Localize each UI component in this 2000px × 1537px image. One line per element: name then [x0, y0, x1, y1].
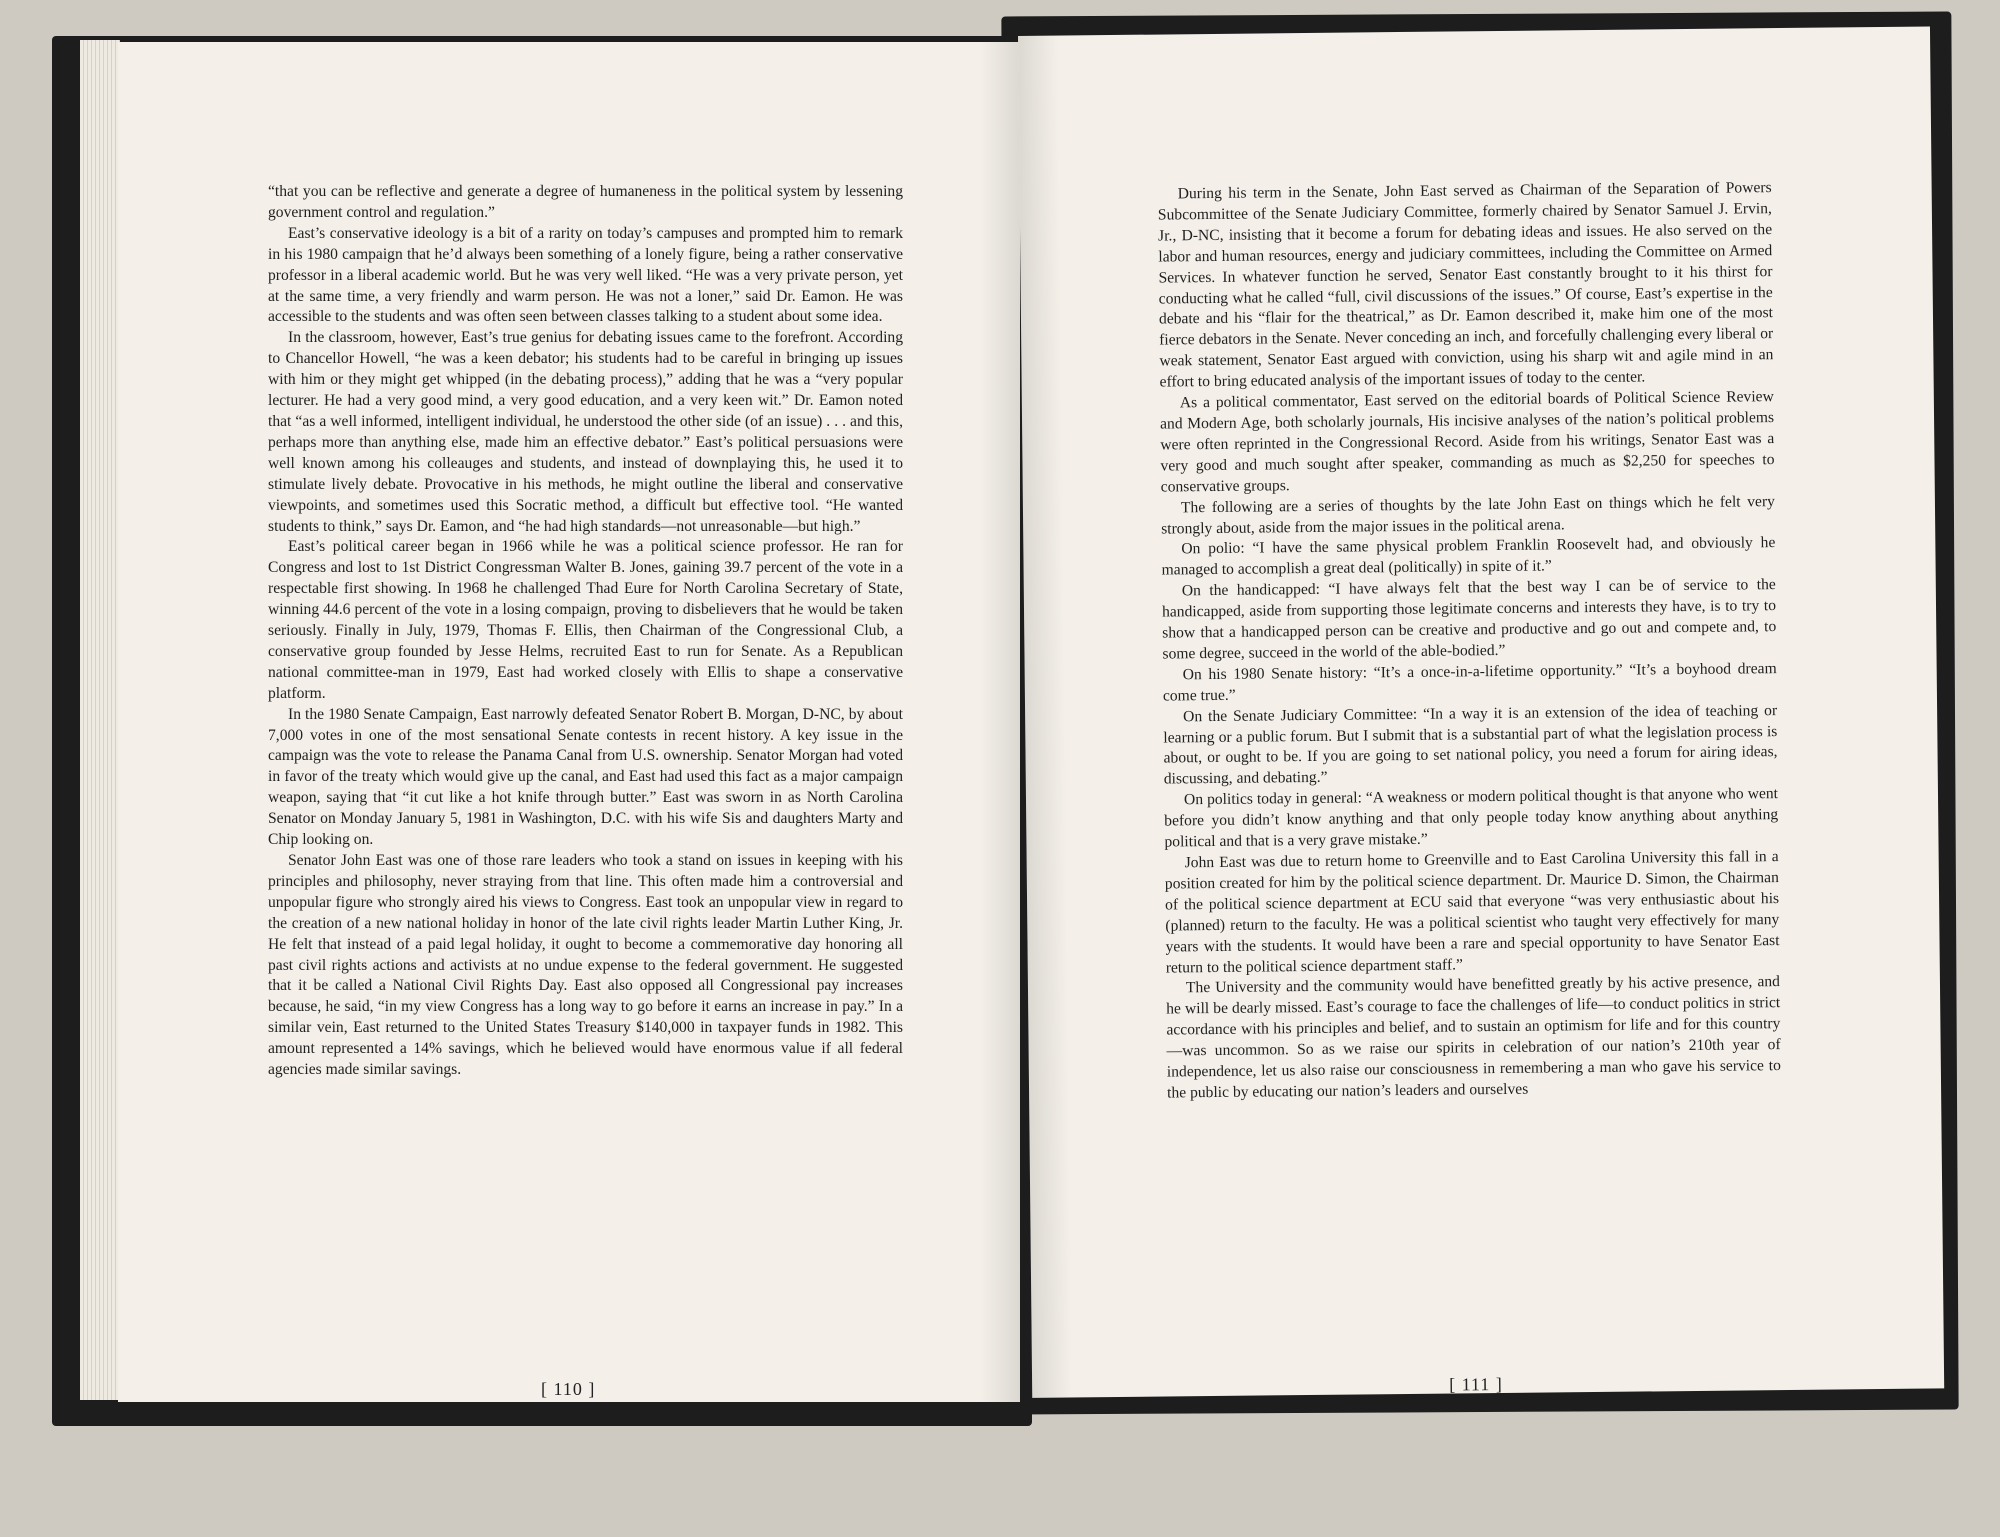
left-paragraph: Senator John East was one of those rare leaders who took a stand on issues in keeping with his principles and philosophy, never straying from that line. This often made him a controversial and unpopular figure who strongly aired his views to Congress. East took an unpopular view in regard to the creation of a new national holiday in honor of the late civil rights leader Martin Luther King, Jr. He felt that instead of a paid legal holiday, it ought to become a commemorative day honoring all past civil rights actions and activists at no undue expense to the federal government. He suggested that it be called a National Civil Rights Day. East also opposed all Congressional pay increases because, he said, “in my view Congress has a long way to go before it earns an increase in pay.” In a similar vein, East returned to the United States Treasury $140,000 in taxpayer funds in 1982. This amount represented a 14% savings, which he believed would have enormous value if all federal agencies made similar savings.	[268, 852, 903, 1079]
left-paragraph: In the classroom, however, East’s true genius for debating issues came to the forefront. According to Chancellor Howell, “he was a keen debator; his students had to be careful in bringing up issues with him or they might get whipped (in the debating process),” adding that he was a “very popular lecturer. He had a very good mind, a very good education, and a very keen wit.” Dr. Eamon noted that “as a well informed, intelligent individual, he understood the other side (of an issue) . . . and this, perhaps more than anything else, made him an effective debator.” East’s political persuasions were well known among his colleauges and students, and instead of downplaying this, he used it to stimulate lively debate. Provocative in his methods, he might outline the liberal and conservative viewpoints, and sometimes used this Socratic method, a difficult but effective tool. “He wanted students to think,” says Dr. Eamon, and “he had high standards—not unreasonable—but high.”	[268, 329, 903, 535]
right-paragraph: John East was due to return home to Greenville and to East Carolina University this fall in a position created for him by the political science department. Dr. Maurice D. Simon, the Chairman of the political science department at ECU said that everyone “was very enthusiastic about his (planned) return to the faculty. He was a political scientist who taught very effectively for many years with the students. It would have been a rare and special opportunity to have Senator East return to the political science department staff.”	[1164, 848, 1780, 977]
left-paragraph: East’s conservative ideology is a bit of a rarity on today’s campuses and prompted him to remark in his 1980 campaign that he’d always been something of a lonely figure, being a rather conservative professor in a liberal academic world. But he was very well liked. “He was a very private person, yet at the same time, a very friendly and warm person. He was not a loner,” said Dr. Eamon. He was accessible to the students and was often seen between classes talking to a student about some idea.	[268, 224, 903, 326]
right-paragraph: The University and the community would have benefitted greatly by his active presence, and he will be dearly missed. East’s courage to face the challenges of life—to conduct politics in strict accordance with his principles and belief, and to sustain an optimism for life and for this country—was uncommon. So as we raise our spirits in celebration of our nation’s 210th year of independence, let us also raise our consciousness in remembering a man who gave his service to the public by educating our nation’s leaders and ourselves	[1166, 973, 1781, 1102]
left-paragraph: “that you can be reflective and generate a degree of humaneness in the political system by lessening government control and regulation.”	[268, 183, 903, 221]
left-page-number: [ 110 ]	[541, 1379, 596, 1399]
right-paragraph: On the handicapped: “I have always felt that the best way I can be of service to the handicapped, aside from supporting those legitimate concerns and interests they have, is to try to show that a handicapped person can be creative and productive and go out and compete and, to some degree, succeed in the world of the able-bodied.”	[1161, 576, 1777, 663]
left-page	[118, 42, 1020, 1402]
right-page-number: [ 111 ]	[1449, 1373, 1503, 1395]
left-page-text	[268, 182, 903, 1342]
right-paragraph: The following are a series of thoughts by the late John East on things which he felt very strongly about, aside from the major issues in the political arena.	[1161, 492, 1776, 538]
left-page-edges	[80, 40, 120, 1400]
right-paragraph: As a political commentator, East served on the editorial boards of Political Science Review and Modern Age, both scholarly journals, His incisive analyses of the nation’s political problems were often reprinted in the Congressional Record. Aside from his writings, Senator East was a very good and much sought after speaker, commanding as much as $2,250 for speeches to conservative groups.	[1159, 388, 1775, 496]
right-paragraph: On the Senate Judiciary Committee: “In a way it is an extension of the idea of teaching or learning or a public forum. But I submit that is a substantial part of what the legislation process is about, or ought to be. If you are going to set national policy, you need a forum for airing ideas, discussing, and debating.”	[1163, 701, 1778, 788]
left-paragraph: East’s political career began in 1966 while he was a political science professor. He ran for Congress and lost to 1st District Congressman Walter B. Jones, gaining 39.7 percent of the vote in a respectable first showing. In 1968 he challenged Thad Eure for North Carolina Secretary of State, winning 44.6 percent of the vote in a losing compaign, proving to disbelievers that he would be taken seriously. Finally in July, 1979, Thomas F. Ellis, then Chairman of the Congressional Club, a conservative group founded by Jesse Helms, recruited East to run for Senate. As a Republican national committee-man in 1979, East had worked closely with Ellis to shape a conservative platform.	[268, 538, 903, 702]
right-paragraph: During his term in the Senate, John East served as Chairman of the Separation of Powers Subcommittee of the Senate Judiciary Committee, formerly chaired by Senator Samuel J. Ervin, Jr., D-NC, insisting that it become a forum for debating ideas and issues. He also served on the labor and human resources, energy and judiciary committees, including the Committee on Armed Services. In whatever function he served, Senator East constantly brought to it his thirst for conducting what he called “full, civil discussions of the issues.” Of course, East’s expertise in the debate and his “flair for the theatrical,” as Dr. Eamon described it, make him one of the most fierce debators in the Senate. Never conceding an inch, and forcefully challenging every liberal or weak statement, Senator East argued with conviction, using his sharp wit and agile mind in an effort to bring educated analysis of the important issues of today to the center.	[1157, 179, 1774, 391]
right-paragraph: On politics today in general: “A weakness or modern political thought is that anyone who went before you didn’t know anything and that only people today know anything about anything political and that is a very grave mistake.”	[1164, 785, 1779, 851]
right-paragraph: On his 1980 Senate history: “It’s a once-in-a-lifetime opportunity.” “It’s a boyhood dream come true.”	[1162, 659, 1777, 705]
right-paragraph: On polio: “I have the same physical problem Franklin Roosevelt had, and obviously he managed to accomplish a great deal (politically) in spite of it.”	[1161, 534, 1776, 579]
right-page-text	[1158, 178, 1784, 1354]
left-paragraph: In the 1980 Senate Campaign, East narrowly defeated Senator Robert B. Morgan, D-NC, by about 7,000 votes in one of the most sensational Senate contests in recent history. A key issue in the campaign was the vote to release the Panama Canal from U.S. ownership. Senator Morgan had voted in favor of the treaty which would give up the canal, and East had used this fact as a major campaign weapon, saying that “it cut like a hot knife through butter.” East was sworn in as North Carolina Senator on Monday January 5, 1981 in Washington, D.C. with his wife Sis and daughters Marty and Chip looking on.	[268, 705, 903, 849]
left-gutter-shadow	[980, 42, 1020, 1402]
right-page	[1018, 26, 1944, 1397]
